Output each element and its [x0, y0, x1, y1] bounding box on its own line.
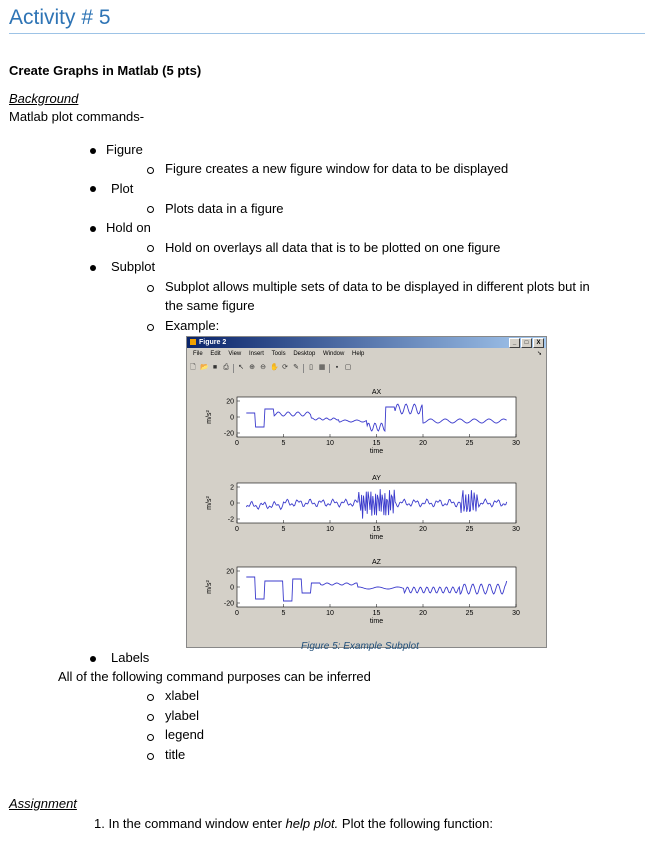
bullet: [90, 226, 96, 232]
legend-icon[interactable]: ▦: [318, 364, 326, 371]
bullet-labels: Labels: [111, 650, 150, 665]
ytick-label: 20: [226, 398, 234, 406]
assignment-step-1: [94, 816, 493, 831]
menu-view[interactable]: View: [228, 351, 242, 357]
figure-titlebar: [187, 337, 546, 348]
ytick-label: 0: [230, 500, 234, 508]
subplot-title-ay: AY: [372, 475, 381, 482]
cmd-xlabel: xlabel: [165, 688, 199, 703]
pan-hand-icon[interactable]: ✋: [270, 364, 279, 371]
xtick-label: 30: [512, 610, 520, 617]
matlab-icon: [190, 339, 196, 345]
matlab-figure-window: [186, 336, 547, 648]
step-text-post: Plot the following function:: [338, 816, 493, 831]
hide-plot-tools-icon[interactable]: ▪: [335, 364, 339, 371]
xlabel: time: [369, 448, 384, 455]
xtick-label: 10: [326, 440, 334, 447]
data-cursor-icon[interactable]: ✎: [293, 364, 299, 371]
ytick-label: 20: [226, 568, 234, 576]
ytick-label: 2: [230, 484, 234, 492]
menu-window[interactable]: Window: [323, 351, 345, 357]
xtick-label: 10: [326, 526, 334, 533]
xtick-label: 5: [281, 610, 286, 617]
xtick-label: 10: [326, 610, 334, 617]
new-figure-icon[interactable]: 🗋: [190, 364, 196, 371]
sub-bullet: [147, 753, 154, 760]
cmd-title: title: [165, 747, 186, 762]
subplot-area: [187, 375, 546, 647]
zoom-out-icon[interactable]: ⊖: [260, 364, 266, 371]
ytick-label: -2: [227, 516, 234, 524]
menu-tools[interactable]: Tools: [271, 351, 286, 357]
ylabel: m/s²: [206, 496, 213, 510]
sub-bullet: [147, 167, 154, 174]
ylabel: m/s²: [206, 580, 213, 594]
sub-bullet: [147, 714, 154, 721]
bullet: [90, 186, 96, 192]
xtick-label: 20: [419, 610, 427, 617]
xtick-label: 25: [465, 440, 474, 447]
toolbar-separator: [233, 364, 234, 373]
bullet-plot: Plot: [111, 181, 134, 196]
page-title: Activity # 5: [9, 6, 111, 29]
maximize-button[interactable]: □: [521, 338, 532, 348]
bullet-subplot: Subplot: [111, 259, 156, 274]
close-button[interactable]: X: [533, 338, 544, 348]
xtick-label: 15: [372, 610, 381, 617]
menu-desktop[interactable]: Desktop: [293, 351, 316, 357]
print-icon[interactable]: ⎙: [223, 364, 229, 371]
xtick-label: 25: [465, 526, 474, 533]
menu-edit[interactable]: Edit: [210, 351, 221, 357]
sub-bullet: [147, 245, 154, 252]
open-file-icon[interactable]: 📂: [200, 364, 209, 371]
sub-bullet: [147, 734, 154, 741]
figure-caption: Figure 5: Example Subplot: [301, 641, 419, 652]
xtick-label: 15: [372, 440, 381, 447]
hold-on-desc: Hold on overlays all data that is to be plotted on one figure: [165, 240, 501, 255]
rotate-3d-icon[interactable]: ⟳: [282, 364, 288, 371]
xtick-label: 0: [235, 610, 239, 617]
subplot-axes-ay: [237, 483, 516, 523]
show-plot-tools-icon[interactable]: ▢: [344, 364, 352, 371]
background-heading: Background: [9, 91, 79, 106]
subplot-axes-ax: [237, 397, 516, 437]
bullet-hold-on: Hold on: [106, 220, 151, 235]
xtick-label: 25: [465, 610, 474, 617]
menu-file[interactable]: File: [193, 351, 203, 357]
menu-insert[interactable]: Insert: [248, 351, 264, 357]
figure-toolbar: [189, 362, 352, 374]
plot-desc: Plots data in a figure: [165, 201, 284, 216]
figure-window-title: Figure 2: [199, 339, 227, 346]
xtick-label: 0: [235, 440, 239, 447]
ylabel: m/s²: [206, 410, 213, 424]
minimize-button[interactable]: _: [509, 338, 520, 348]
step-command: help plot.: [285, 816, 339, 831]
bullet: [90, 656, 96, 662]
subplot-desc-line2: the same figure: [165, 298, 255, 313]
save-icon[interactable]: ■: [212, 364, 218, 371]
xtick-label: 5: [281, 440, 286, 447]
sub-bullet: [147, 285, 154, 292]
sub-bullet: [147, 694, 154, 701]
cmd-ylabel: ylabel: [165, 708, 199, 723]
cmd-legend: legend: [165, 727, 205, 742]
subplot-desc-line1: Subplot allows multiple sets of data to be displayed in different plots but in: [165, 279, 590, 294]
background-intro: Matlab plot commands-: [9, 109, 145, 124]
toolbar-separator: [303, 364, 304, 373]
edit-plot-arrow-icon[interactable]: ↖: [238, 364, 244, 371]
subplot-title-ax: AX: [371, 389, 382, 396]
colorbar-icon[interactable]: ▯: [309, 364, 313, 371]
assignment-heading: Assignment: [9, 796, 77, 811]
zoom-in-icon[interactable]: ⊕: [249, 364, 255, 371]
bullet-figure: Figure: [106, 142, 143, 157]
xtick-label: 30: [512, 526, 520, 533]
subplot-title-az: AZ: [372, 559, 381, 566]
ytick-label: -20: [223, 600, 234, 608]
xlabel: time: [369, 618, 384, 625]
section-heading: Create Graphs in Matlab (5 pts): [9, 63, 202, 78]
figure-desc: Figure creates a new figure window for data to be displayed: [165, 161, 509, 176]
example-label: Example:: [165, 318, 220, 333]
xtick-label: 0: [235, 526, 239, 533]
step-number: 1.: [94, 816, 105, 831]
sub-bullet: [147, 206, 154, 213]
dock-arrow-icon[interactable]: ➘: [536, 351, 542, 357]
xtick-label: 15: [372, 526, 381, 533]
labels-intro: All of the following command purposes can be inferred: [58, 669, 371, 684]
title-divider: [9, 33, 645, 34]
xtick-label: 20: [419, 440, 427, 447]
step-text-pre: In the command window enter: [108, 816, 286, 831]
ytick-label: -20: [223, 430, 234, 438]
menu-help[interactable]: Help: [352, 351, 365, 357]
bullet: [90, 148, 96, 154]
bullet: [90, 265, 96, 271]
ytick-label: 0: [230, 584, 234, 592]
xlabel: time: [369, 534, 384, 541]
ytick-label: 0: [230, 414, 234, 422]
toolbar-separator: [329, 364, 330, 373]
xtick-label: 30: [512, 440, 520, 447]
xtick-label: 5: [281, 526, 286, 533]
figure-menubar: [187, 349, 546, 360]
sub-bullet: [147, 324, 154, 331]
xtick-label: 20: [419, 526, 427, 533]
